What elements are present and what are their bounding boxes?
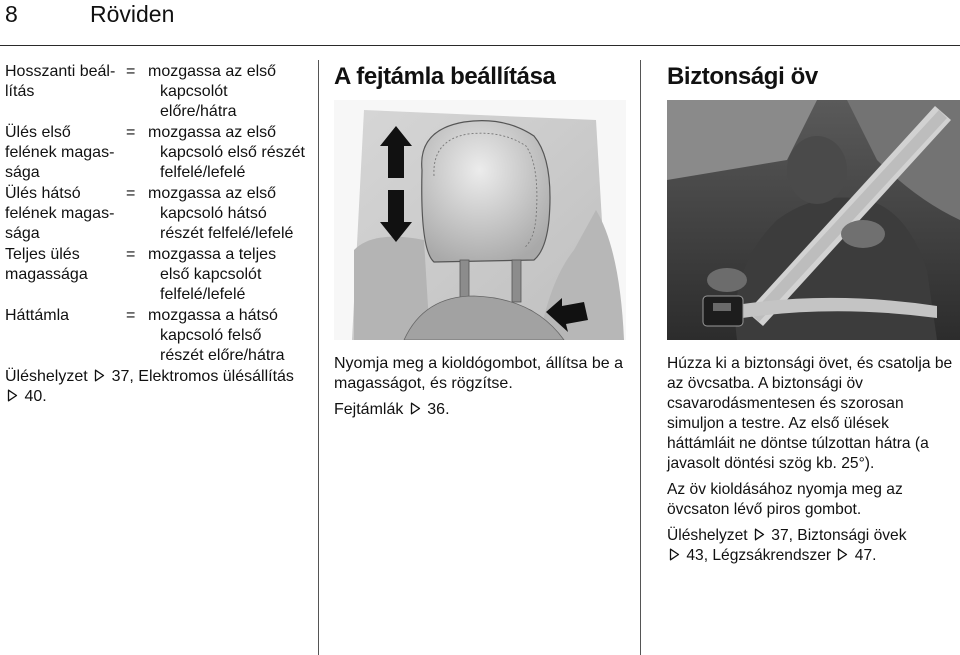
header-rule bbox=[0, 45, 960, 46]
page-number: 8 bbox=[5, 1, 18, 27]
reference-page-link[interactable]: 37, Biztonsági övek bbox=[771, 527, 907, 544]
seat-belt-release-text: Az öv kioldásához nyomja meg az övcsaton lévő piros gombot. bbox=[667, 481, 903, 518]
reference-page-link[interactable]: 36. bbox=[427, 401, 450, 418]
reference-text: Fejtámlák bbox=[334, 401, 404, 418]
seat-belt-section-title: Biztonsági öv bbox=[667, 63, 818, 90]
definition-value: mozgassa az első kapcsolót előre/hátra bbox=[148, 63, 277, 120]
headrest-column bbox=[334, 62, 626, 420]
definition-term: Háttámla bbox=[5, 307, 70, 324]
reference-text: Üléshelyzet bbox=[5, 368, 88, 385]
page-reference-arrow-icon bbox=[7, 389, 18, 402]
page-header bbox=[0, 0, 960, 46]
page-reference-arrow-icon bbox=[754, 528, 765, 541]
definition-row bbox=[5, 123, 305, 183]
page-reference-arrow-icon bbox=[837, 548, 848, 561]
definition-value: mozgassa az első kapcsoló hátsó részét felfelé/lefelé bbox=[148, 185, 294, 242]
seat-belt-illustration bbox=[667, 100, 960, 340]
definition-equals: = bbox=[126, 185, 136, 202]
definition-row bbox=[5, 62, 305, 122]
headrest-instruction-text: Nyomja meg a kioldógombot, állítsa be a magasságot, és rögzítse. bbox=[334, 355, 624, 392]
definition-value: mozgassa a teljes első kapcsolót felfelé/lefelé bbox=[148, 246, 277, 303]
page-reference-arrow-icon bbox=[410, 402, 421, 415]
seat-position-reference bbox=[5, 367, 305, 407]
definition-row bbox=[5, 184, 305, 244]
definition-equals: = bbox=[126, 246, 136, 263]
reference-page-link[interactable]: 47. bbox=[854, 547, 877, 564]
seat-belt-reference bbox=[667, 526, 960, 566]
definition-term: Ülés hátsó felének magas-sága bbox=[5, 185, 115, 242]
reference-text: Üléshelyzet bbox=[667, 527, 748, 544]
headrest-section-title: A fejtámla beállítása bbox=[334, 63, 556, 90]
seat-belt-instructions bbox=[667, 354, 960, 566]
seat-adjustment-column bbox=[5, 62, 305, 407]
definition-term: Hosszanti beál-lítás bbox=[5, 63, 116, 100]
definition-term: Ülés első felének magas-sága bbox=[5, 124, 115, 181]
definition-equals: = bbox=[126, 307, 136, 324]
definition-equals: = bbox=[126, 124, 136, 141]
seat-belt-column bbox=[667, 62, 960, 566]
column-divider-left bbox=[318, 60, 319, 655]
reference-page-link[interactable]: 43, Légzsákrendszer bbox=[686, 547, 832, 564]
page-reference-arrow-icon bbox=[669, 548, 680, 561]
headrest-illustration bbox=[334, 100, 626, 340]
definition-row bbox=[5, 306, 305, 366]
definition-term: Teljes ülés magassága bbox=[5, 246, 88, 283]
definition-row bbox=[5, 245, 305, 305]
definition-value: mozgassa az első kapcsoló első részét felfelé/lefelé bbox=[148, 124, 305, 181]
definition-equals: = bbox=[126, 63, 136, 80]
page-reference-arrow-icon bbox=[94, 369, 105, 382]
headrest-instructions bbox=[334, 354, 626, 420]
headrest-reference bbox=[334, 400, 626, 420]
reference-text: ülésállítás bbox=[222, 368, 294, 385]
reference-page-link[interactable]: 37, Elektromos bbox=[111, 368, 219, 385]
seat-belt-instruction-text: Húzza ki a biztonsági övet, és csatolja be az övcsatba. A biztonsági öv csavarodásmentesen és szorosan simuljon a testre. Az első ülések háttámláit ne döntse túlzottan hátra (a javasolt döntési szög kb. 25°). bbox=[667, 355, 953, 472]
reference-page-link[interactable]: 40. bbox=[24, 388, 47, 405]
column-divider-right bbox=[640, 60, 641, 655]
page-title: Röviden bbox=[90, 1, 175, 27]
definition-value: mozgassa a hátsó kapcsoló felső részét előre/hátra bbox=[148, 307, 285, 364]
